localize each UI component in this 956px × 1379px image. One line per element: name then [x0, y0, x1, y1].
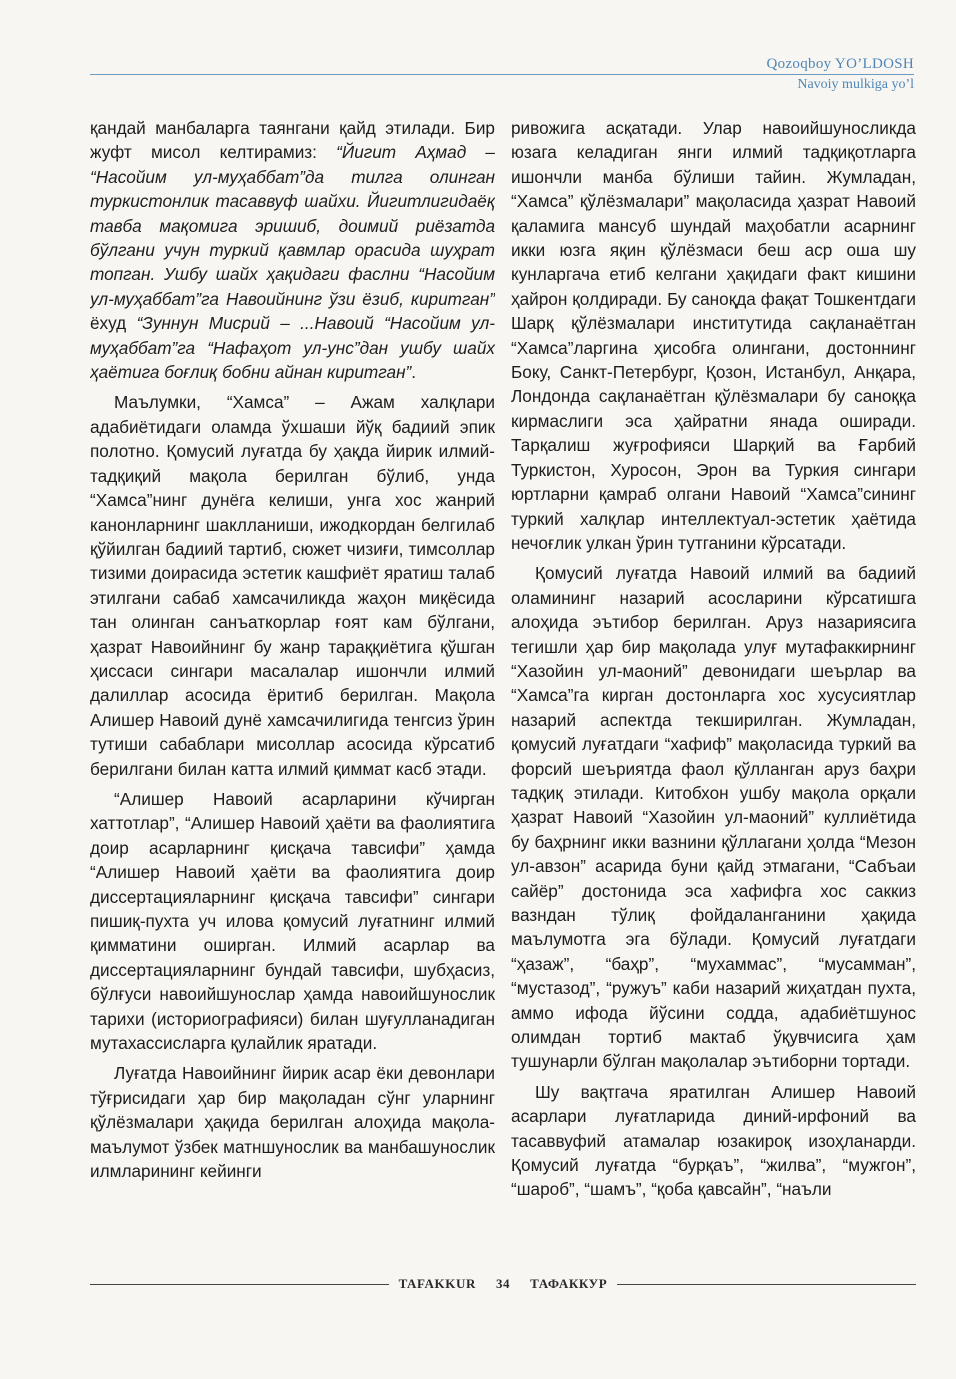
journal-name-latin: TAFAKKUR: [398, 1276, 476, 1291]
page-footer: [90, 1276, 916, 1292]
paragraph-4: Луғатда Навоийнинг йирик асар ёки девонлари тўғрисидаги ҳар бир мақоладан сўнг уларнинг қўлёзмалари ҳақида берилган алоҳида мақола-маълумот ўзбек матншунослик ва манбашунослик илмларининг кейинги: [90, 1063, 495, 1182]
article-subtitle: Navoiy mulkiga yo’l: [797, 77, 914, 92]
paragraph-1-connector: ёхуд: [90, 313, 137, 334]
paragraph-6: Қомусий луғатда Навоий илмий ва бадиий оламининг назарий асосларини кўрсатишга алоҳида эътибор берилган. Аруз назариясига тегишли ҳар бир мақолада улуғ мутафаккирнинг “Хазойин ул-маоний” девонидаги шеърлар ва “Хамса”га кирган достонларга хос хусусиятлар назарий аспектда текширилган. Жумладан, қомусий луғатдаги “хафиф” мақоласида туркий ва форсий шеъриятда фаол қўлланган аруз баҳри тадқиқ этилади. Китобхон ушбу мақола орқали ҳазрат Навоий “Хазойин ул-маоний” куллиётида бу баҳрнинг икки вазнини қўллагани ҳолда “Мезон ул-авзон” асарида буни қайд этмагани, “Сабъаи сайёр” достонида эса хафифга хос саккиз вазндан тўлиқ фойдаланганини ҳақида маълумотга эга бўлади. Қомусий луғатдаги “ҳазаж”, “баҳр”, “мухаммас”, “мусамман”, “мустазод”, “ружуъ” каби назарий жиҳатдан пухта, аммо ифода йўсини содда, адабиётшунос олимдан тортиб мактаб ўқувчисига ҳам тушунарли бўлган мақолалар эътиборни тортади.: [511, 563, 916, 1072]
header-rule: [90, 74, 914, 75]
paragraph-7: Шу вақтгача яратилган Алишер Навоий асарлари луғатларида диний-ирфоний ва тасаввуфий атамалар юзакироқ изоҳланарди. Қомусий луғатда “бурқаъ”, “жилва”, “мужгон”, “шароб”, “шамъ”, “қоба қавсайн”, “наъли: [511, 1081, 916, 1200]
right-column: [511, 116, 916, 1266]
running-head: [90, 56, 914, 93]
article-body: [90, 116, 916, 1266]
paragraph-1-start: қандай манбаларга таянгани қайд этилади. Бир жуфт мисол келтирамиз:: [90, 118, 495, 163]
footer-rule-left: [90, 1284, 389, 1285]
author-name: Qozoqboy YO’LDOSH: [766, 56, 914, 72]
paragraph-1: [90, 116, 495, 384]
paragraph-5: ривожига асқатади. Улар навоийшуносликда юзага келадиган янги илмий тадқиқотларга ишончли манба бўлиши тайин. Жумладан, “Хамса” қўлёзмалари” мақоласида ҳазрат Навоий қаламига мансуб шундай маҳобатли асарнинг икки юзга яқин қўлёзмаси беш аср оша шу кунларгача етиб келгани ҳақидаги факт кишини ҳайрон қолдиради. Бу саноқда фақат Тошкентдаги Шарқ қўлёзмалари институтида сақланаётган “Хамса”ларгина ҳисобга олингани, достоннинг Боку, Санкт-Петербург, Қозон, Истанбул, Анқара, Лондонда сақланаётган қўлёзмалари бу саноққа кирмаслиги эса ҳайратни янада оширади. Тарқалиш жуғрофияси Шарқий ва Ғарбий Туркистон, Хуросон, Эрон ва Туркия сингари юртларни қамраб олгани Навоий “Хамса”сининг туркий халқлар интеллектуал-эстетик ҳаётида нечоғлик улкан ўрин тутганини кўрсатади.: [511, 118, 916, 553]
journal-name-cyrillic: ТАФАККУР: [530, 1276, 608, 1291]
paragraph-2: Маълумки, “Хамса” – Ажам халқлари адабиётидаги оламда ўхшаши йўқ бадиий эпик полотно. Қомусий луғатда бу ҳақда йирик илмий-тадқиқий мақола берилган бўлиб, унда “Хамса”нинг дунёга келиши, унга хос жанрий канонларнинг шаклланиши, ижодкордан белгилаб қўйилган бадиий тартиб, сюжет чизиғи, тимсоллар тизими доирасида эстетик кашфиёт яратиш талаб этилгани сабаб хамсачиликда жаҳон миқёсида тан олинган санъаткорлар ғоят кам бўлгани, ҳазрат Навоийнинг бу жанр тараққиётига қўшган ҳиссаси сингари масалалар ишончли илмий далиллар асосида ёритиб берилган. Мақола Алишер Навоий дунё хамсачилигида тенгсиз ўрин тутиши сабаблари мисоллар асосида кўрсатиб берилгани билан катта илмий қиммат касб этади.: [90, 392, 495, 779]
quote-zunnun-misri: “Зуннун Мисрий – ...Навоий “Насойим ул-муҳаббат”га “Нафаҳот ул-унс”дан ушбу шайх ҳаётига боғлиқ бобни айнан киритган”: [90, 313, 495, 383]
page-number: 34: [495, 1276, 511, 1291]
quote-yigit-ahmad: “Йигит Аҳмад – “Насойим ул-муҳаббат”да тилга олинган туркистонлик тасаввуф шайхи. Йигитлигидаёқ тавба мақомига эришиб, доимий риёзатда бўлгани учун туркий қавмлар орасида шуҳрат топган. Ушбу шайх ҳақидаги фаслни “Насойим ул-муҳаббат”га Навоийнинг ўзи ёзиб, киритган”: [90, 142, 495, 309]
paragraph-3: “Алишер Навоий асарларини кўчирган хаттотлар”, “Алишер Навоий ҳаёти ва фаолиятига доир асарларнинг қисқача тавсифи” ҳамда “Алишер Навоий ҳаёти ва фаолиятига доир диссертацияларнинг қисқача тавсифи” сингари пишиқ-пухта уч илова қомусий луғатнинг илмий қимматини оширган. Илмий асарлар ва диссертацияларнинг бундай тавсифи, шубҳасиз, бўлғуси навоийшунослар ҳамда навоийшунослик тарихи (историографияси) билан шуғулланадиган мутахассисларга қулайлик яратади.: [90, 788, 495, 1054]
footer-rule-right: [617, 1284, 916, 1285]
left-column: [90, 116, 495, 1266]
paragraph-1-end: .: [411, 362, 417, 383]
